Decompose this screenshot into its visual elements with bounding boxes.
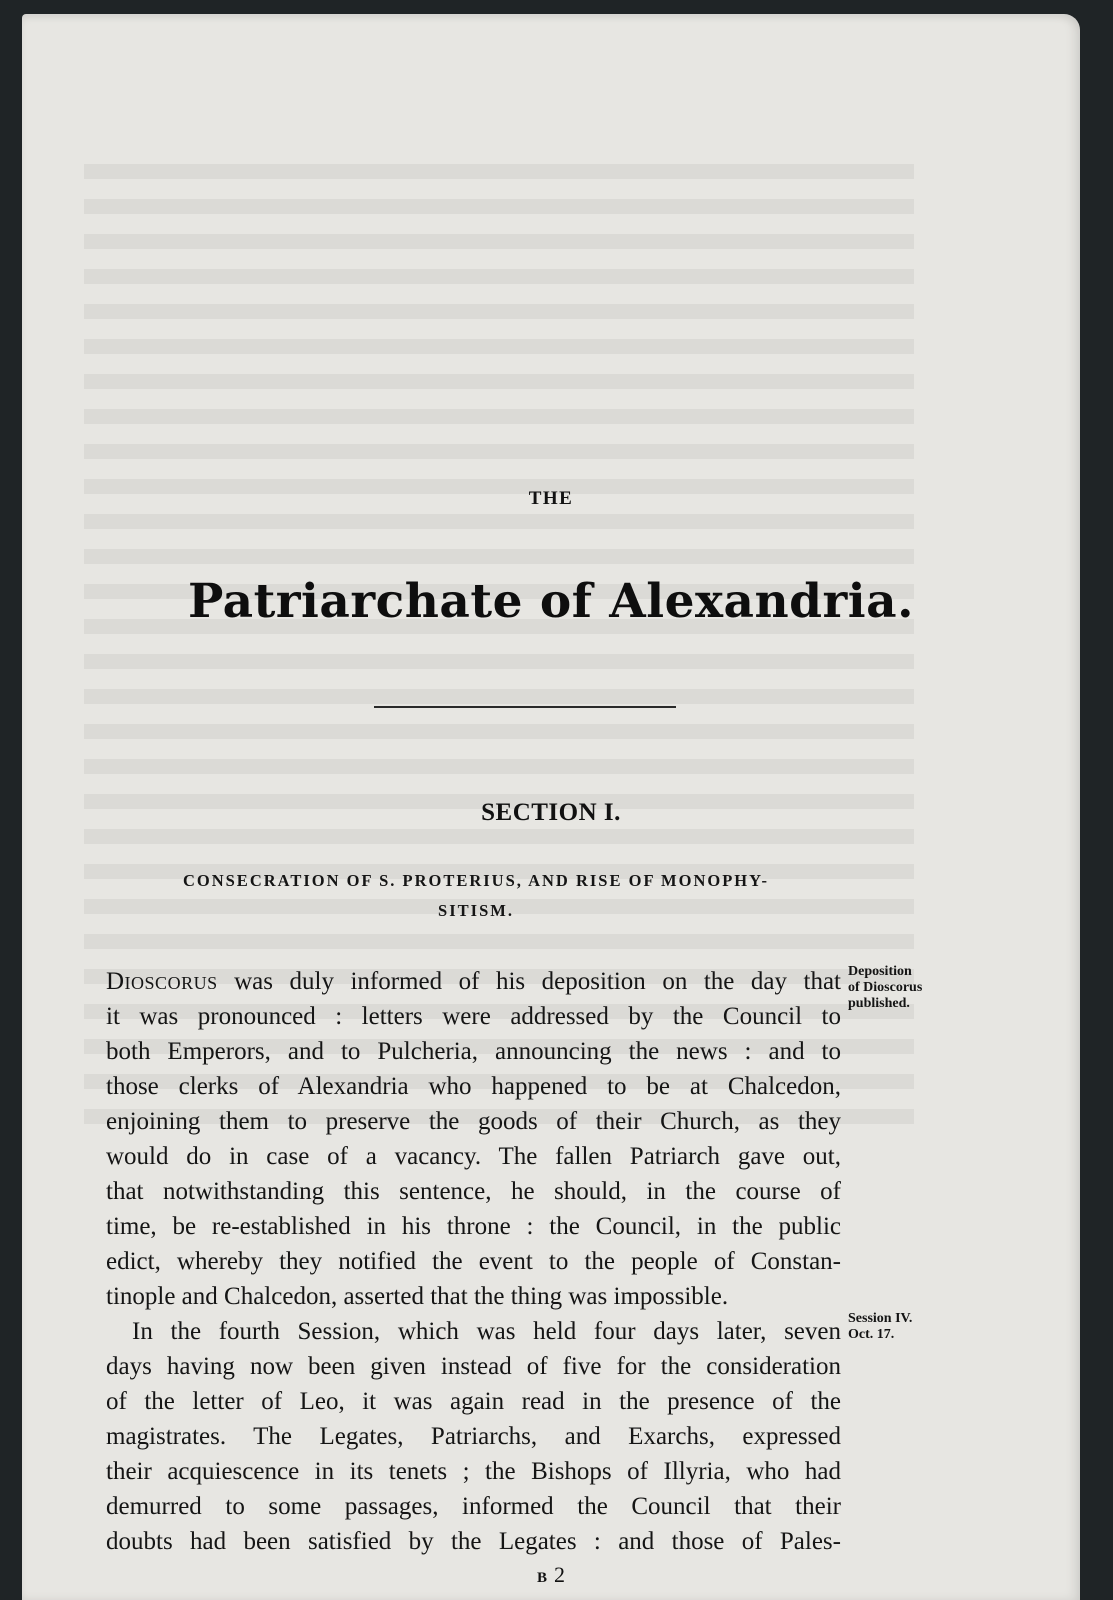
section-subtitle-line-2: SITISM. bbox=[438, 901, 514, 920]
text-line: that notwithstanding this sentence, he should, in the course of bbox=[106, 1178, 841, 1205]
page-title: Patriarchate of Alexandria. bbox=[188, 574, 914, 629]
text-line: time, be re-established in his throne : the Council, in the public bbox=[106, 1213, 841, 1240]
text-line: edict, whereby they notified the event to the people of Constan- bbox=[106, 1248, 841, 1275]
page-number: 2 bbox=[554, 1562, 565, 1587]
section-subtitle-line-1: CONSECRATION OF S. PROTERIUS, AND RISE OF MONOPHY- bbox=[182, 871, 770, 890]
margin-note-session bbox=[848, 1311, 968, 1343]
margin-note-line: Session IV. bbox=[848, 1311, 913, 1326]
text-line: doubts had been satisfied by the Legates : and those of Pales- bbox=[106, 1528, 841, 1555]
text-line: of the letter of Leo, it was again read in the presence of the bbox=[106, 1388, 841, 1415]
paragraph-1 bbox=[106, 964, 841, 1314]
text-line: both Emperors, and to Pulcheria, announcing the news : and to bbox=[106, 1038, 841, 1065]
text-line: their acquiescence in its tenets ; the Bishops of Illyria, who had bbox=[106, 1458, 841, 1485]
text-line: demurred to some passages, informed the Council that their bbox=[106, 1493, 841, 1520]
book-page bbox=[22, 14, 1080, 1600]
section-title: SECTION I. bbox=[481, 799, 621, 826]
text-line: would do in case of a vacancy. The fallen Patriarch gave out, bbox=[106, 1143, 841, 1170]
page-folio bbox=[22, 1562, 1080, 1588]
margin-note-line: published. bbox=[848, 996, 910, 1011]
margin-note-line: Deposition bbox=[848, 964, 912, 979]
text-line: In the fourth Session, which was held four days later, seven bbox=[132, 1318, 841, 1345]
signature-mark: B bbox=[536, 1570, 548, 1586]
margin-note-deposition bbox=[848, 964, 968, 1012]
heading-the: THE bbox=[528, 488, 574, 509]
margin-note-line: of Dioscorus bbox=[848, 980, 923, 995]
text-line bbox=[106, 964, 841, 999]
text-line: tinople and Chalcedon, asserted that the thing was impossible. bbox=[106, 1283, 729, 1310]
margin-note-line: Oct. 17. bbox=[848, 1327, 895, 1342]
title-rule bbox=[374, 706, 676, 708]
text-line: magistrates. The Legates, Patriarchs, and Exarchs, expressed bbox=[106, 1423, 841, 1450]
text-line: days having now been given instead of five for the consideration bbox=[106, 1353, 841, 1380]
text-line: enjoining them to preserve the goods of their Church, as they bbox=[106, 1108, 841, 1135]
text-line-content: was duly informed of his deposition on the day that bbox=[217, 968, 841, 995]
paragraph-2 bbox=[106, 1314, 841, 1559]
text-line: those clerks of Alexandria who happened to be at Chalcedon, bbox=[106, 1073, 841, 1100]
section-subtitle bbox=[106, 866, 846, 926]
drop-word: Dioscorus bbox=[106, 968, 218, 995]
text-line: it was pronounced : letters were addressed by the Council to bbox=[106, 1003, 841, 1030]
